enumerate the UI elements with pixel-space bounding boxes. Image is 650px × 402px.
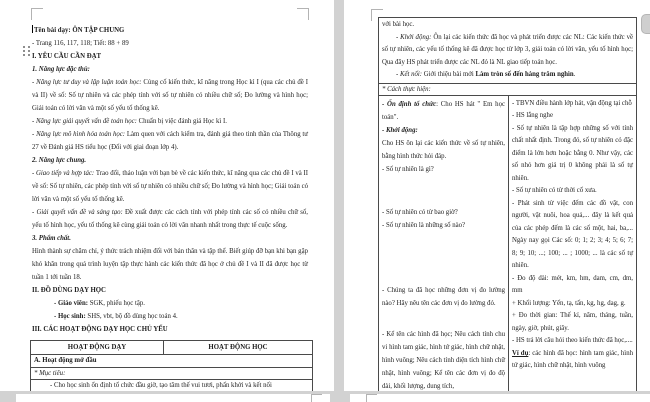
heading-iii: III. CÁC HOẠT ĐỘNG DẠY HỌC CHỦ YẾU: [32, 326, 168, 333]
table-continuation-cell: [379, 18, 636, 83]
document-page-right: [344, 0, 650, 391]
heading-i: I. YÊU CẦU CẦN ĐẠT: [32, 53, 102, 60]
paragraph: - Học sinh: SHS, vbt, bộ đồ dùng học toán 4.: [54, 313, 178, 320]
header-cell-teaching: HOẠT ĐỘNG DẠY: [31, 341, 164, 354]
paragraph: - HS lắng nghe: [512, 112, 553, 120]
activities-table-continued: [378, 17, 637, 391]
paragraph: - Số tự nhiên có từ thời cổ xưa.: [512, 187, 597, 195]
student-activity-cell: [509, 96, 636, 391]
paragraph: - Khởi động:: [382, 126, 418, 134]
paragraph: - Ổn định tổ chức: Cho HS hát " Em học toán".: [382, 100, 505, 121]
heading-3: 3. Phẩm chất.: [32, 235, 71, 242]
paragraph: - Khởi động: Ôn lại các kiến thức đã học và phát triển được các NL: Các kiến thức về số tự nhiên, các yếu tố thống kê đã được học từ lớp 3, giải toán có lời văn, yếu tố hình học; Qua đây HS phát triển được các NL đó là NL giao tiếp toán học.: [382, 33, 633, 66]
paragraph: + Đo thời gian: Thế kỉ, năm, tháng, tuần, ngày, giờ, phút, giây.: [512, 312, 633, 332]
lesson-subtitle: - Trang 116, 117, 118; Tiết: 88 + 89: [32, 40, 129, 47]
paragraph: Cho HS ôn lại các kiến thức về số tự nhiên, bằng hình thức hỏi đáp.: [382, 139, 505, 160]
paragraph: với bài học.: [382, 21, 415, 28]
paragraph: Hình thành sự chăm chỉ, ý thức trách nhiệm đối với bản thân và tập thể. Biết giúp đỡ bạn khi bạn gặp khó khăn trong quá trình luyện tập thực hành các kiến thức đã học ở chủ đề I và II đã được học từ tuần 1 tới tuần 18.: [32, 248, 308, 281]
heading-1: 1. Năng lực đặc thù:: [32, 66, 90, 73]
paragraph: Ví dụ: các hình đã học: hình tam giác, hình tứ giác, hình chữ nhật, hình vuông: [512, 349, 633, 370]
paragraph: - Số tự nhiên là gì?: [382, 165, 434, 173]
table-row-cach-thuc-hien: * Cách thực hiện:: [379, 83, 636, 95]
next-page-top-edge: [350, 394, 650, 402]
drag-handle-icon[interactable]: [23, 46, 32, 59]
scrollbar-thumb[interactable]: [641, 14, 650, 34]
lesson-title: Tên bài dạy: ÔN TẬP CHUNG: [34, 27, 125, 34]
paragraph: - TBVN điều hành lớp hát, vận động tại chỗ: [512, 99, 632, 107]
paragraph: - Số tự nhiên là những số nào?: [382, 221, 466, 229]
paragraph: - HS trả lời câu hỏi theo kiến thức đã học,....: [512, 337, 633, 345]
activities-table: [30, 340, 313, 391]
paragraph: - Năng lực tư duy và lập luận toán học: Củng cố kiến thức, kĩ năng trong Học kì I (qua các chủ đề I và II) về số: Số tự nhiên và các phép tính với số tự nhiên có nhiều chữ số; Đo lường và hình học; Giải toán có lời văn và một số yếu tố thống kê.: [32, 79, 308, 112]
table-header-row: [31, 341, 312, 355]
heading-2: 2. Năng lực chung.: [32, 157, 87, 164]
paragraph: - Năng lực mô hình hóa toán học: Làm quen với cách kiểm tra, đánh giá theo tinh thần của Thông tư 27 về Đánh giá HS tiểu học (Đối với giai đoạn lớp 4).: [32, 131, 308, 151]
paragraph: - Đo độ dài: mét, km, hm, dam, cm, dm, mm: [512, 274, 633, 295]
heading-ii: II. ĐỒ DÙNG DẠY HỌC: [32, 287, 106, 294]
paragraph: - Giải quyết vấn đề và sáng tạo: Đề xuất được các cách tính với phép tính các số có nhiều chữ số, yếu tố hình học, yếu tố thống kê cùng giải toán có lời văn nhanh nhất trong thực tế cuộc sống.: [32, 209, 308, 229]
table-row-activity-a: A. Hoạt động mở đầu: [31, 355, 312, 368]
table-row-muc-tieu: * Mục tiêu:: [31, 368, 312, 380]
paragraph: - Kết nối: Giới thiệu bài mới Làm tròn số đến hàng trăm nghìn.: [396, 71, 576, 79]
paragraph: + Khối lượng: Yến, tạ, tấn, kg, hg, dag, g.: [512, 299, 626, 307]
document-page-left: [0, 0, 334, 391]
paragraph: - Chúng ta đã học những đơn vị đo lường nào? Hãy nêu tên các đơn vị đo lường đó.: [382, 286, 505, 307]
paragraph: - Giáo viên: SGK, phiếu học tập.: [54, 300, 145, 307]
text-boundary-corner-icon: [311, 394, 322, 402]
table-two-column-row: [379, 95, 636, 391]
text-boundary-corner-icon: [297, 8, 309, 20]
page1-text-area: [32, 24, 308, 391]
paragraph: - Số tự nhiên là tập hợp những số với tính chất nhất định. Trong đó, số tự nhiên có đặc điểm là lớn hơn hoặc bằng 0. Như vậy, các số nhỏ hơn giá trị 0 không phải là số tự nhiên.: [512, 124, 633, 182]
text-boundary-corner-icon: [366, 394, 377, 402]
paragraph: - Năng lực giải quyết vấn đề toán học: Chuẩn bị việc đánh giá Học kì I.: [32, 118, 227, 125]
text-cursor[interactable]: [32, 25, 33, 33]
table-row-line: - Cho học sinh ổn định tổ chức đầu giờ, tạo tâm thế vui tươi, phấn khởi và kết nối: [50, 382, 272, 389]
text-boundary-corner-icon: [31, 8, 43, 20]
header-cell-learning: HOẠT ĐỘNG HỌC: [208, 344, 268, 351]
teacher-activity-cell: [379, 96, 509, 391]
paragraph: - Phát sinh từ việc đếm các đồ vật, con người, vật nuôi, hoa quả,... đây là kết quả của các phép đếm là các số một, hai, ba,... Ngày nay gọi Các số: 0; 1; 2; 3; 4; 5; 6; 7; 8; 9; 10; ...; 100; ... ; 1000; ... là các số tự nhiên.: [512, 199, 633, 270]
paragraph: - Kể tên các hình đã học; Nêu cách tính chu vi hình tam giác, hình tứ giác, hình chữ nhật, hình vuông; Nêu cách tính diện tích hình chữ nhật, hình vuông; Kể tên các đơn vị đo độ dài, khối lượng, dung tích,: [382, 330, 505, 390]
paragraph: - Giao tiếp và hợp tác: Trao đổi, thảo luận với bạn bè về các kiến thức, kĩ năng qua các chủ đề I và II về số: Số tự nhiên, các phép tính với số tự nhiên có nhiều chữ số; Đo lường và hình học; Giải toán có lời văn và một số yếu tố thống kê.: [32, 170, 308, 203]
paragraph: - Số tự nhiên có từ bao giờ?: [382, 208, 458, 216]
next-page-top-edge: [16, 394, 330, 402]
